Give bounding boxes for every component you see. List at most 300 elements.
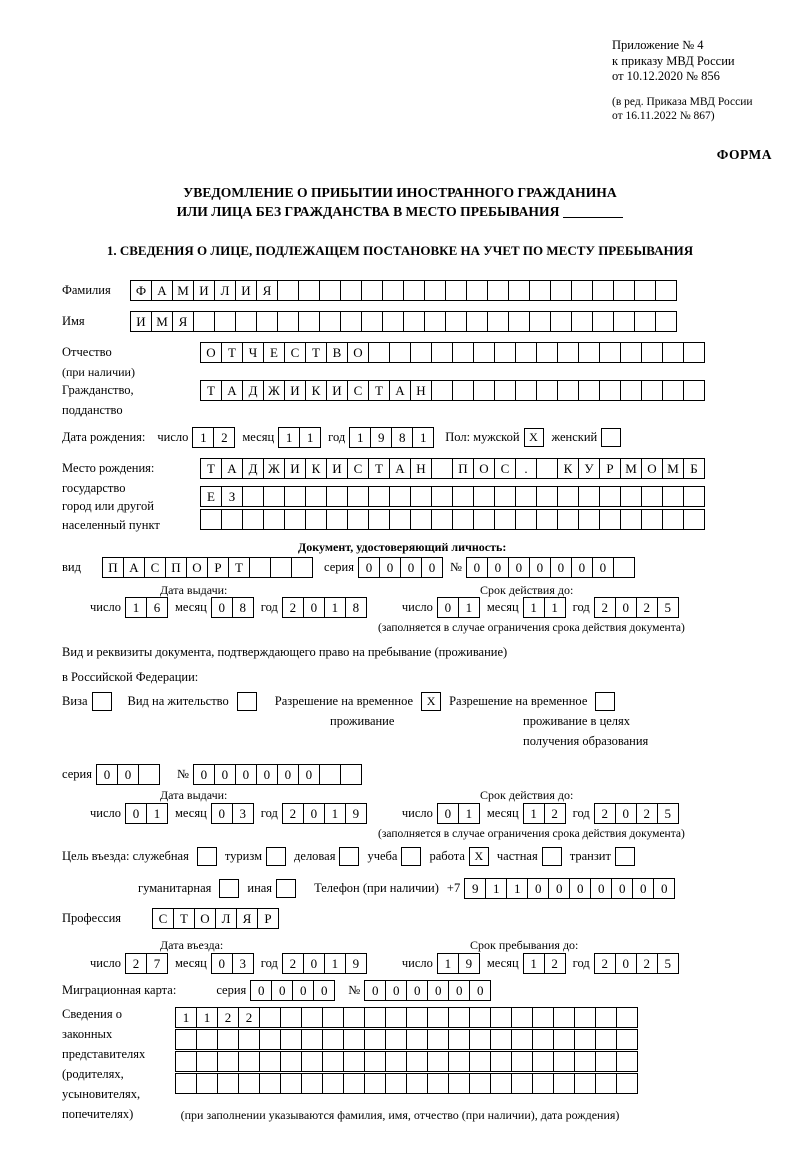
char-cell[interactable] [620, 486, 642, 507]
char-cell[interactable] [347, 509, 369, 530]
char-cell[interactable] [494, 380, 516, 401]
char-cell[interactable]: А [123, 557, 145, 578]
char-cell[interactable] [536, 486, 558, 507]
char-cell[interactable]: П [452, 458, 474, 479]
stay-day-input[interactable] [437, 953, 479, 974]
birth-month-input[interactable] [278, 427, 320, 448]
char-cell[interactable] [196, 1073, 218, 1094]
char-cell[interactable]: 0 [590, 878, 612, 899]
char-cell[interactable] [578, 342, 600, 363]
char-cell[interactable] [175, 1029, 197, 1050]
char-cell[interactable] [490, 1051, 512, 1072]
char-cell[interactable] [235, 311, 257, 332]
char-cell[interactable] [305, 509, 327, 530]
perm-issue-month-input[interactable] [211, 803, 253, 824]
char-cell[interactable]: И [193, 280, 215, 301]
birth-place-city-input[interactable] [200, 486, 704, 507]
char-cell[interactable] [431, 486, 453, 507]
char-cell[interactable] [662, 342, 684, 363]
char-cell[interactable] [599, 486, 621, 507]
char-cell[interactable] [595, 1073, 617, 1094]
char-cell[interactable] [613, 280, 635, 301]
char-cell[interactable]: И [235, 280, 257, 301]
char-cell[interactable]: А [221, 458, 243, 479]
char-cell[interactable] [557, 380, 579, 401]
perm-valid-day-input[interactable] [437, 803, 479, 824]
purpose-private-checkbox[interactable] [542, 847, 562, 866]
char-cell[interactable]: К [557, 458, 579, 479]
char-cell[interactable] [616, 1029, 638, 1050]
char-cell[interactable] [662, 486, 684, 507]
name-input[interactable] [130, 311, 676, 332]
char-cell[interactable]: 0 [313, 980, 335, 1001]
char-cell[interactable]: О [200, 342, 222, 363]
char-cell[interactable]: 0 [214, 764, 236, 785]
char-cell[interactable] [403, 280, 425, 301]
legal-rep-row2-input[interactable] [175, 1029, 637, 1050]
char-cell[interactable] [662, 509, 684, 530]
char-cell[interactable] [361, 280, 383, 301]
char-cell[interactable] [193, 311, 215, 332]
char-cell[interactable] [557, 509, 579, 530]
sex-male-checkbox[interactable]: X [524, 428, 544, 447]
char-cell[interactable]: Т [305, 342, 327, 363]
char-cell[interactable] [553, 1073, 575, 1094]
char-cell[interactable]: 3 [232, 953, 254, 974]
char-cell[interactable]: 0 [385, 980, 407, 1001]
char-cell[interactable]: Е [263, 342, 285, 363]
char-cell[interactable] [574, 1029, 596, 1050]
char-cell[interactable] [683, 509, 705, 530]
char-cell[interactable] [515, 342, 537, 363]
char-cell[interactable] [427, 1051, 449, 1072]
char-cell[interactable] [550, 311, 572, 332]
char-cell[interactable]: Ж [263, 458, 285, 479]
char-cell[interactable] [343, 1073, 365, 1094]
char-cell[interactable]: Р [257, 908, 279, 929]
char-cell[interactable]: О [641, 458, 663, 479]
char-cell[interactable] [490, 1029, 512, 1050]
char-cell[interactable] [138, 764, 160, 785]
char-cell[interactable] [347, 486, 369, 507]
char-cell[interactable] [620, 342, 642, 363]
char-cell[interactable]: 9 [345, 803, 367, 824]
char-cell[interactable] [280, 1007, 302, 1028]
char-cell[interactable] [259, 1073, 281, 1094]
phone-input[interactable] [464, 878, 674, 899]
char-cell[interactable] [427, 1007, 449, 1028]
char-cell[interactable] [249, 557, 271, 578]
char-cell[interactable] [515, 380, 537, 401]
char-cell[interactable]: 2 [282, 953, 304, 974]
char-cell[interactable]: А [151, 280, 173, 301]
char-cell[interactable] [515, 486, 537, 507]
char-cell[interactable]: 0 [211, 803, 233, 824]
char-cell[interactable]: Н [410, 380, 432, 401]
char-cell[interactable] [599, 342, 621, 363]
char-cell[interactable]: 0 [379, 557, 401, 578]
stay-month-input[interactable] [523, 953, 565, 974]
char-cell[interactable] [364, 1073, 386, 1094]
char-cell[interactable]: 8 [232, 597, 254, 618]
char-cell[interactable] [389, 486, 411, 507]
char-cell[interactable]: М [172, 280, 194, 301]
char-cell[interactable] [511, 1029, 533, 1050]
char-cell[interactable] [595, 1051, 617, 1072]
entry-month-input[interactable] [211, 953, 253, 974]
doc-series-input[interactable] [358, 557, 442, 578]
char-cell[interactable] [427, 1073, 449, 1094]
stay-year-input[interactable] [594, 953, 678, 974]
char-cell[interactable]: 0 [400, 557, 422, 578]
char-cell[interactable] [217, 1051, 239, 1072]
char-cell[interactable]: В [326, 342, 348, 363]
char-cell[interactable] [683, 486, 705, 507]
char-cell[interactable] [620, 380, 642, 401]
char-cell[interactable]: О [347, 342, 369, 363]
char-cell[interactable] [424, 311, 446, 332]
char-cell[interactable]: Т [368, 458, 390, 479]
char-cell[interactable] [529, 280, 551, 301]
char-cell[interactable]: 0 [277, 764, 299, 785]
char-cell[interactable]: 0 [193, 764, 215, 785]
purpose-other-checkbox[interactable] [276, 879, 296, 898]
char-cell[interactable]: 1 [523, 803, 545, 824]
char-cell[interactable]: З [221, 486, 243, 507]
char-cell[interactable] [343, 1007, 365, 1028]
char-cell[interactable] [403, 311, 425, 332]
char-cell[interactable]: 0 [364, 980, 386, 1001]
char-cell[interactable] [368, 509, 390, 530]
char-cell[interactable]: 5 [657, 953, 679, 974]
char-cell[interactable]: 0 [508, 557, 530, 578]
char-cell[interactable] [578, 486, 600, 507]
char-cell[interactable]: 7 [146, 953, 168, 974]
birth-year-input[interactable] [349, 427, 433, 448]
char-cell[interactable] [298, 311, 320, 332]
char-cell[interactable]: 2 [282, 597, 304, 618]
char-cell[interactable] [616, 1073, 638, 1094]
char-cell[interactable]: Д [242, 380, 264, 401]
char-cell[interactable] [301, 1073, 323, 1094]
char-cell[interactable] [662, 380, 684, 401]
char-cell[interactable] [571, 280, 593, 301]
char-cell[interactable]: Н [410, 458, 432, 479]
char-cell[interactable]: 0 [303, 803, 325, 824]
char-cell[interactable]: 0 [298, 764, 320, 785]
char-cell[interactable] [175, 1051, 197, 1072]
char-cell[interactable]: 9 [458, 953, 480, 974]
char-cell[interactable] [599, 509, 621, 530]
char-cell[interactable]: Р [207, 557, 229, 578]
char-cell[interactable]: 0 [527, 878, 549, 899]
char-cell[interactable]: 9 [345, 953, 367, 974]
char-cell[interactable]: С [347, 380, 369, 401]
char-cell[interactable] [574, 1073, 596, 1094]
perm-issue-year-input[interactable] [282, 803, 366, 824]
char-cell[interactable] [641, 380, 663, 401]
char-cell[interactable] [217, 1029, 239, 1050]
char-cell[interactable]: А [389, 458, 411, 479]
residence-permit-checkbox[interactable] [237, 692, 257, 711]
char-cell[interactable]: . [515, 458, 537, 479]
char-cell[interactable]: 1 [192, 427, 214, 448]
char-cell[interactable]: 0 [469, 980, 491, 1001]
char-cell[interactable] [280, 1073, 302, 1094]
char-cell[interactable] [469, 1073, 491, 1094]
char-cell[interactable]: 2 [594, 953, 616, 974]
char-cell[interactable]: 3 [232, 803, 254, 824]
char-cell[interactable] [364, 1051, 386, 1072]
perm-valid-year-input[interactable] [594, 803, 678, 824]
char-cell[interactable] [553, 1007, 575, 1028]
entry-year-input[interactable] [282, 953, 366, 974]
char-cell[interactable] [469, 1051, 491, 1072]
char-cell[interactable]: 1 [278, 427, 300, 448]
char-cell[interactable] [259, 1051, 281, 1072]
char-cell[interactable]: Е [200, 486, 222, 507]
char-cell[interactable]: 0 [448, 980, 470, 1001]
char-cell[interactable]: 0 [487, 557, 509, 578]
char-cell[interactable] [532, 1007, 554, 1028]
char-cell[interactable]: 0 [615, 597, 637, 618]
char-cell[interactable] [326, 509, 348, 530]
char-cell[interactable] [196, 1051, 218, 1072]
char-cell[interactable]: 2 [594, 597, 616, 618]
char-cell[interactable]: 1 [324, 953, 346, 974]
char-cell[interactable] [487, 311, 509, 332]
legal-rep-row3-input[interactable] [175, 1051, 637, 1072]
char-cell[interactable] [536, 380, 558, 401]
char-cell[interactable]: 0 [592, 557, 614, 578]
legal-rep-row4-input[interactable] [175, 1073, 637, 1094]
char-cell[interactable]: 1 [523, 597, 545, 618]
char-cell[interactable] [406, 1051, 428, 1072]
char-cell[interactable]: И [284, 380, 306, 401]
char-cell[interactable]: М [620, 458, 642, 479]
char-cell[interactable]: 0 [615, 803, 637, 824]
perm-series-input[interactable] [96, 764, 159, 785]
char-cell[interactable]: И [284, 458, 306, 479]
char-cell[interactable]: 0 [125, 803, 147, 824]
char-cell[interactable]: К [305, 380, 327, 401]
char-cell[interactable] [340, 311, 362, 332]
char-cell[interactable]: 2 [636, 953, 658, 974]
char-cell[interactable]: 2 [125, 953, 147, 974]
char-cell[interactable]: 1 [485, 878, 507, 899]
char-cell[interactable] [592, 311, 614, 332]
char-cell[interactable] [599, 380, 621, 401]
char-cell[interactable]: Р [599, 458, 621, 479]
char-cell[interactable] [469, 1029, 491, 1050]
char-cell[interactable] [557, 342, 579, 363]
char-cell[interactable] [364, 1029, 386, 1050]
perm-issue-day-input[interactable] [125, 803, 167, 824]
char-cell[interactable] [550, 280, 572, 301]
char-cell[interactable] [592, 280, 614, 301]
char-cell[interactable]: 0 [292, 980, 314, 1001]
char-cell[interactable]: 0 [96, 764, 118, 785]
doc-kind-input[interactable] [102, 557, 312, 578]
char-cell[interactable]: 0 [550, 557, 572, 578]
char-cell[interactable]: 1 [412, 427, 434, 448]
doc-issue-month-input[interactable] [211, 597, 253, 618]
char-cell[interactable] [406, 1029, 428, 1050]
char-cell[interactable]: 0 [211, 597, 233, 618]
char-cell[interactable]: 0 [437, 597, 459, 618]
char-cell[interactable] [322, 1051, 344, 1072]
char-cell[interactable] [301, 1007, 323, 1028]
char-cell[interactable]: Т [228, 557, 250, 578]
char-cell[interactable]: И [326, 458, 348, 479]
char-cell[interactable]: С [347, 458, 369, 479]
char-cell[interactable]: Я [256, 280, 278, 301]
char-cell[interactable] [406, 1073, 428, 1094]
purpose-work-checkbox[interactable]: X [469, 847, 489, 866]
char-cell[interactable] [473, 509, 495, 530]
char-cell[interactable]: 9 [370, 427, 392, 448]
char-cell[interactable] [452, 342, 474, 363]
char-cell[interactable]: П [102, 557, 124, 578]
char-cell[interactable] [385, 1073, 407, 1094]
char-cell[interactable]: 0 [421, 557, 443, 578]
doc-number-input[interactable] [466, 557, 634, 578]
char-cell[interactable] [448, 1073, 470, 1094]
char-cell[interactable] [385, 1007, 407, 1028]
char-cell[interactable] [410, 509, 432, 530]
char-cell[interactable]: 0 [571, 557, 593, 578]
char-cell[interactable] [340, 764, 362, 785]
char-cell[interactable]: 0 [358, 557, 380, 578]
char-cell[interactable] [200, 509, 222, 530]
char-cell[interactable]: Б [683, 458, 705, 479]
char-cell[interactable] [448, 1007, 470, 1028]
char-cell[interactable] [389, 509, 411, 530]
legal-rep-row1-input[interactable] [175, 1007, 637, 1028]
char-cell[interactable] [508, 280, 530, 301]
char-cell[interactable]: 5 [657, 597, 679, 618]
perm-number-input[interactable] [193, 764, 361, 785]
char-cell[interactable] [473, 342, 495, 363]
char-cell[interactable]: К [305, 458, 327, 479]
char-cell[interactable] [655, 280, 677, 301]
char-cell[interactable] [595, 1029, 617, 1050]
char-cell[interactable] [221, 509, 243, 530]
char-cell[interactable] [445, 280, 467, 301]
char-cell[interactable]: У [578, 458, 600, 479]
char-cell[interactable]: 0 [569, 878, 591, 899]
patronymic-input[interactable] [200, 342, 704, 363]
char-cell[interactable]: М [151, 311, 173, 332]
char-cell[interactable] [326, 486, 348, 507]
char-cell[interactable]: 1 [324, 597, 346, 618]
char-cell[interactable] [319, 280, 341, 301]
char-cell[interactable] [574, 1007, 596, 1028]
char-cell[interactable]: 0 [271, 980, 293, 1001]
doc-issue-year-input[interactable] [282, 597, 366, 618]
char-cell[interactable] [532, 1029, 554, 1050]
temp-residence-edu-checkbox[interactable] [595, 692, 615, 711]
char-cell[interactable] [473, 380, 495, 401]
char-cell[interactable] [683, 342, 705, 363]
temp-residence-checkbox[interactable]: X [421, 692, 441, 711]
profession-input[interactable] [152, 908, 278, 929]
char-cell[interactable]: 0 [615, 953, 637, 974]
char-cell[interactable] [410, 342, 432, 363]
char-cell[interactable] [175, 1073, 197, 1094]
char-cell[interactable]: 2 [636, 803, 658, 824]
char-cell[interactable] [301, 1051, 323, 1072]
char-cell[interactable] [385, 1051, 407, 1072]
surname-input[interactable] [130, 280, 676, 301]
char-cell[interactable]: 0 [427, 980, 449, 1001]
char-cell[interactable] [634, 311, 656, 332]
char-cell[interactable] [529, 311, 551, 332]
char-cell[interactable]: 0 [303, 953, 325, 974]
char-cell[interactable]: 0 [529, 557, 551, 578]
char-cell[interactable] [322, 1073, 344, 1094]
char-cell[interactable] [613, 557, 635, 578]
char-cell[interactable]: Т [221, 342, 243, 363]
char-cell[interactable] [448, 1029, 470, 1050]
char-cell[interactable] [284, 509, 306, 530]
char-cell[interactable] [340, 280, 362, 301]
char-cell[interactable] [343, 1029, 365, 1050]
char-cell[interactable] [452, 486, 474, 507]
char-cell[interactable] [319, 311, 341, 332]
char-cell[interactable] [452, 509, 474, 530]
char-cell[interactable]: 2 [544, 803, 566, 824]
char-cell[interactable] [343, 1051, 365, 1072]
char-cell[interactable]: И [326, 380, 348, 401]
char-cell[interactable] [256, 311, 278, 332]
char-cell[interactable]: Т [173, 908, 195, 929]
char-cell[interactable]: 1 [458, 803, 480, 824]
char-cell[interactable] [305, 486, 327, 507]
visa-checkbox[interactable] [92, 692, 112, 711]
char-cell[interactable] [595, 1007, 617, 1028]
char-cell[interactable]: 6 [146, 597, 168, 618]
char-cell[interactable] [214, 311, 236, 332]
char-cell[interactable] [389, 342, 411, 363]
sex-female-checkbox[interactable] [601, 428, 621, 447]
char-cell[interactable]: Я [172, 311, 194, 332]
char-cell[interactable] [382, 311, 404, 332]
char-cell[interactable] [553, 1051, 575, 1072]
char-cell[interactable]: И [130, 311, 152, 332]
char-cell[interactable] [574, 1051, 596, 1072]
char-cell[interactable] [431, 342, 453, 363]
char-cell[interactable] [634, 280, 656, 301]
char-cell[interactable]: 1 [544, 597, 566, 618]
char-cell[interactable]: 1 [146, 803, 168, 824]
perm-valid-month-input[interactable] [523, 803, 565, 824]
char-cell[interactable]: 0 [466, 557, 488, 578]
char-cell[interactable] [494, 486, 516, 507]
char-cell[interactable]: Д [242, 458, 264, 479]
purpose-tourism-checkbox[interactable] [266, 847, 286, 866]
purpose-transit-checkbox[interactable] [615, 847, 635, 866]
char-cell[interactable] [361, 311, 383, 332]
char-cell[interactable]: 0 [548, 878, 570, 899]
char-cell[interactable] [578, 509, 600, 530]
mig-series-input[interactable] [250, 980, 334, 1001]
char-cell[interactable] [532, 1051, 554, 1072]
char-cell[interactable]: 0 [235, 764, 257, 785]
char-cell[interactable]: 0 [117, 764, 139, 785]
char-cell[interactable] [641, 342, 663, 363]
char-cell[interactable]: 1 [324, 803, 346, 824]
